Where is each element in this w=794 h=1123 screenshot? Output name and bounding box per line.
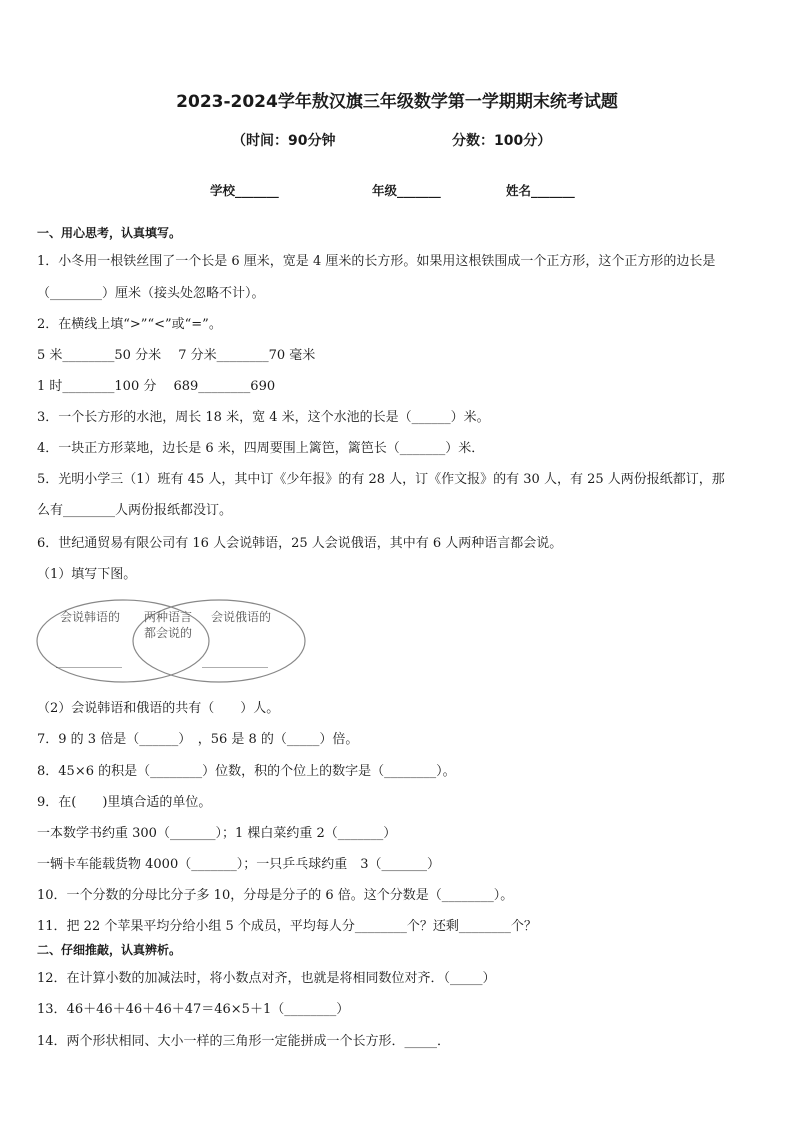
question-text: （1）填写下图。 bbox=[37, 567, 137, 582]
question-text: 一辆卡车能载货物 4000（_______）；一只乒乓球约重 3（_______） bbox=[37, 857, 440, 872]
question-text: 6．世纪通贸易有限公司有 16 人会说韩语，25 人会说俄语，其中有 6 人两种语言都会说。 bbox=[37, 536, 563, 551]
question-text: 2．在横线上填“>”“<”或“=”。 bbox=[37, 317, 222, 332]
venn-diagram bbox=[36, 596, 308, 688]
question-text: 8．45×6 的积是（________）位数，积的个位上的数字是（________）。 bbox=[37, 764, 456, 779]
question-text: 12．在计算小数的加减法时，将小数点对齐，也就是将相同数位对齐．（_____） bbox=[37, 971, 496, 986]
venn-left-label: 会说韩语的 bbox=[60, 610, 121, 624]
question-text: 么有________人两份报纸都没订。 bbox=[37, 503, 233, 518]
exam-time: （时间：90分钟 bbox=[232, 133, 336, 149]
exam-score: 分数：100分） bbox=[452, 133, 552, 149]
question-text: 14．两个形状相同、大小一样的三角形一定能拼成一个长方形．_____． bbox=[37, 1034, 451, 1049]
question-text: 10．一个分数的分母比分子多 10，分母是分子的 6 倍。这个分数是（________）。 bbox=[37, 888, 514, 903]
question-text: 11．把 22 个苹果平均分给小组 5 个成员，平均每人分________个？还剩________个？ bbox=[37, 919, 537, 934]
question-text: 9．在( )里填合适的单位。 bbox=[37, 795, 212, 810]
venn-left-blank: ___________ bbox=[56, 654, 122, 668]
section-heading: 一、用心思考，认真填写。 bbox=[37, 226, 182, 240]
question-text: 5．光明小学三（1）班有 45 人，其中订《少年报》的有 28 人，订《作文报》的有 30 人，有 25 人两份报纸都订，那 bbox=[37, 472, 725, 487]
venn-right-blank: ___________ bbox=[202, 654, 268, 668]
question-text: 7．9 的 3 倍是（______） ，56 是 8 的（_____）倍。 bbox=[37, 732, 359, 747]
question-text: 1．小冬用一根铁丝围了一个长是 6 厘米，宽是 4 厘米的长方形。如果用这根铁围成一个正方形，这个正方形的边长是 bbox=[37, 254, 716, 269]
question-text: （2）会说韩语和俄语的共有（ ）人。 bbox=[37, 701, 280, 716]
question-text: 5 米________50 分米 7 分米________70 毫米 bbox=[37, 348, 316, 363]
page-title: 2023-2024学年敖汉旗三年级数学第一学期期末统考试题 bbox=[176, 92, 618, 112]
name-field: 姓名_______ bbox=[506, 183, 575, 198]
school-field: 学校_______ bbox=[210, 183, 279, 198]
question-text: （________）厘米（接头处忽略不计）。 bbox=[37, 286, 265, 301]
venn-middle-label: 两种语言 bbox=[144, 610, 193, 624]
question-text: 13．46＋46＋46＋46＋47＝46×5＋1（________） bbox=[37, 1002, 350, 1017]
question-text: 4．一块正方形菜地，边长是 6 米，四周要围上篱笆，篱笆长（_______）米． bbox=[37, 441, 485, 456]
question-text: 一本数学书约重 300（_______）；1 棵白菜约重 2（_______） bbox=[37, 826, 397, 841]
venn-right-label: 会说俄语的 bbox=[211, 610, 272, 624]
grade-field: 年级_______ bbox=[372, 183, 441, 198]
section-heading: 二、仔细推敲，认真辨析。 bbox=[37, 943, 182, 957]
question-text: 1 时________100 分 689________690 bbox=[37, 379, 276, 394]
venn-middle-label: 都会说的 bbox=[144, 626, 193, 640]
question-text: 3．一个长方形的水池，周长 18 米，宽 4 米，这个水池的长是（______）米。 bbox=[37, 410, 490, 425]
